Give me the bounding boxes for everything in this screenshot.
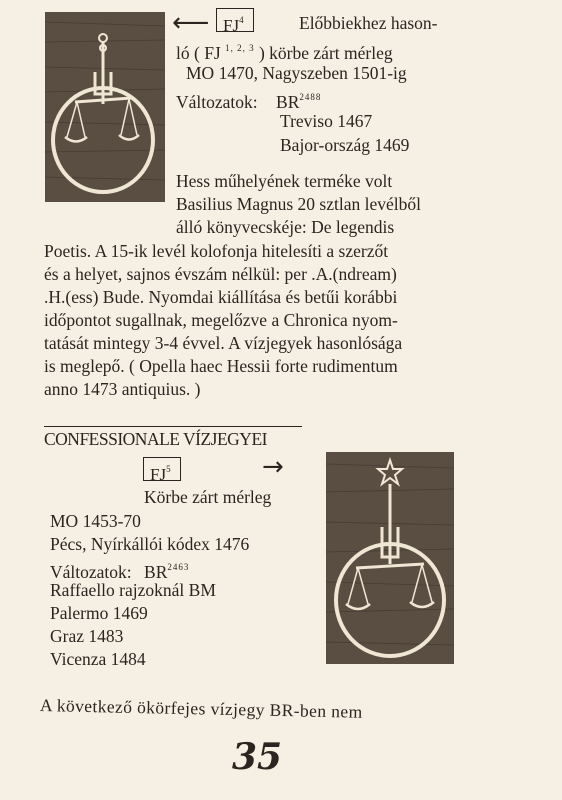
text-line [176, 86, 321, 113]
fj-label: FJ [223, 16, 240, 35]
list-item: Raffaello rajzoknál BM [50, 580, 216, 600]
fj-sup: 5 [166, 464, 172, 474]
paragraph-line: álló könyvecskéje: De legendis [176, 217, 395, 237]
scales-with-star-icon [326, 452, 454, 664]
variant-value: BR [144, 562, 168, 582]
paragraph-line: időpontot sugallnak, megelőzve a Chronica nyom- [44, 310, 398, 330]
paragraph-line: .H.(ess) Bude. Nyomdai kiállítása és betűi korábbi [44, 287, 398, 307]
superscript: 2488 [299, 92, 322, 102]
text-line: Treviso 1467 [280, 111, 373, 131]
scales-in-circle-icon [45, 12, 165, 202]
list-item: Graz 1483 [50, 626, 124, 646]
paragraph-line: Poetis. A 15-ik levél kolofonja hitelesíti a szerzőt [44, 241, 389, 261]
superscript: 1, 2, 3 [225, 43, 255, 53]
list-item: Pécs, Nyírkállói kódex 1476 [50, 534, 250, 554]
variants-label: Változatok: [176, 92, 258, 112]
paragraph-line: Basilius Magnus 20 sztlan levélből [176, 194, 421, 214]
watermark-woodcut-scales-2 [326, 452, 454, 664]
arrow-left-icon: ⟵ [172, 8, 210, 38]
arrow-right-icon: → [262, 452, 284, 482]
text-line: MO 1470, Nagyszeben 1501-ig [186, 63, 407, 83]
section-heading: CONFESSIONALE VÍZJEGYEI [44, 429, 267, 449]
variant-value: BR [276, 92, 300, 112]
subtitle: Körbe zárt mérleg [144, 487, 272, 507]
paragraph-line: Hess műhelyének terméke volt [176, 171, 393, 191]
list-item: Vicenza 1484 [50, 649, 146, 669]
list-item: MO 1453-70 [50, 511, 141, 531]
footer-line: A következő ökörfejes vízjegy BR-ben nem [39, 695, 363, 722]
variants-label: Változatok: [50, 562, 132, 582]
fj-reference-box [216, 8, 254, 35]
paragraph-line: és a helyet, sajnos évszám nélkül: per .A.(ndream) [44, 264, 397, 284]
fj-label: FJ [150, 465, 167, 484]
page-number: 35 [232, 736, 283, 778]
paragraph-line: tatását mintegy 3-4 évvel. A vízjegyek hasonlósága [44, 333, 403, 353]
text-line: Előbbiekhez hason- [299, 13, 438, 33]
superscript: 2463 [167, 562, 190, 572]
heading-rule [44, 426, 302, 427]
watermark-woodcut-scales-1 [45, 12, 165, 202]
list-item: Palermo 1469 [50, 603, 148, 623]
fj-sup: 4 [239, 15, 245, 25]
text-span: ló ( FJ [176, 43, 221, 63]
text-line [176, 37, 393, 64]
fj-reference-box [143, 457, 181, 484]
paragraph-line: anno 1473 antiquius. ) [44, 379, 201, 399]
paragraph-line: is meglepő. ( Opella haec Hessii forte rudimentum [44, 356, 398, 376]
text-line: Bajor-ország 1469 [280, 135, 410, 155]
text-span: ) körbe zárt mérleg [258, 43, 393, 63]
